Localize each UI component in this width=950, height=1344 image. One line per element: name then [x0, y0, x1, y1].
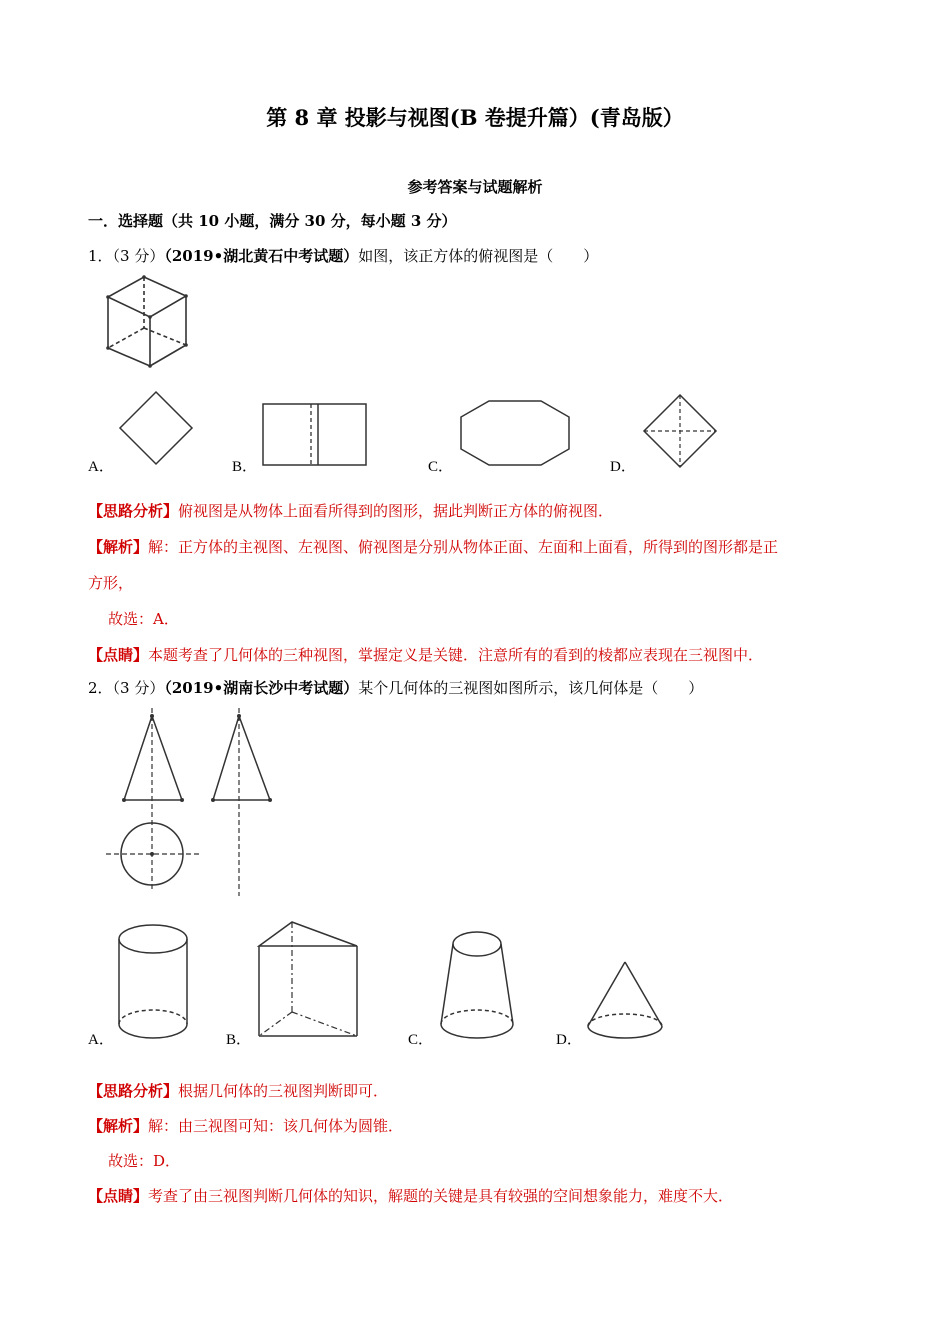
- q1-comment: [88, 644, 763, 665]
- q2-option-c: C．: [408, 1032, 434, 1048]
- q2-three-view-figure: [100, 706, 290, 896]
- q1-stem: 如图，该正方体的俯视图是（ ）: [358, 247, 599, 265]
- q1-comment-text: 本题考查了几何体的三种视图，掌握定义是关键．注意所有的看到的棱都应表现在三视图中．: [148, 646, 764, 664]
- q1-analysis-tag: 【思路分析】: [88, 502, 179, 520]
- q1-option-c-figure: [459, 399, 571, 467]
- q1-analysis-text: 俯视图是从物体上面看所得到的图形，据此判断正方体的俯视图．: [178, 502, 614, 520]
- q1-solution-text: 解：正方体的主视图、左视图、俯视图是分别从物体正面、左面和上面看，所得到的图形都是正: [148, 538, 779, 556]
- q2-analysis: [88, 1080, 388, 1101]
- q2-source: （2019•湖南长沙中考试题）: [164, 679, 359, 697]
- q1-analysis: [88, 500, 613, 521]
- q1-cube-figure: [106, 276, 190, 368]
- q1-solution: [88, 536, 778, 557]
- answer-subtitle: 参考答案与试题解析: [407, 178, 543, 196]
- q2-analysis-text: 根据几何体的三视图判断即可．: [178, 1082, 389, 1100]
- q1-option-b-figure: [262, 403, 368, 467]
- q1-number: 1．（3 分）: [88, 247, 165, 265]
- q2-stem: 某个几何体的三视图如图所示，该几何体是（ ）: [358, 679, 704, 697]
- q2-option-c-figure: [438, 928, 516, 1040]
- q2-solution-tag: 【解析】: [88, 1117, 149, 1135]
- q2-option-d: D．: [556, 1032, 582, 1048]
- q1-option-b: B．: [232, 459, 258, 475]
- q2-option-a: A．: [88, 1032, 114, 1048]
- q1-option-c: C．: [428, 459, 454, 475]
- q2-solution-text: 解：由三视图可知：该几何体为圆锥．: [148, 1117, 404, 1135]
- q1-answer: 故选：A．: [108, 610, 179, 628]
- q2-option-b-figure: [256, 918, 360, 1040]
- q1-solution-continued: 方形，: [88, 574, 134, 592]
- q2-option-d-figure: [586, 960, 664, 1040]
- q1-solution-tag: 【解析】: [88, 538, 149, 556]
- q1-option-d-figure: [642, 393, 718, 469]
- q2-answer: 故选：D．: [108, 1152, 181, 1170]
- q1-option-a: A．: [88, 459, 114, 475]
- question-1: [88, 245, 598, 266]
- q2-comment-tag: 【点睛】: [88, 1187, 149, 1205]
- q1-source: （2019•湖北黄石中考试题）: [164, 247, 359, 265]
- q2-comment: [88, 1185, 733, 1206]
- q2-solution: [88, 1115, 403, 1136]
- section-heading: 一．选择题（共 10 小题，满分 30 分，每小题 3 分）: [88, 212, 457, 230]
- q1-comment-tag: 【点睛】: [88, 646, 149, 664]
- q2-number: 2．（3 分）: [88, 679, 165, 697]
- q1-option-d: D．: [610, 459, 636, 475]
- q2-option-b: B．: [226, 1032, 252, 1048]
- q2-analysis-tag: 【思路分析】: [88, 1082, 179, 1100]
- q1-option-a-figure: [118, 390, 194, 466]
- page-title: 第 8 章 投影与视图(B 卷提升篇）(青岛版）: [266, 105, 684, 130]
- q2-option-a-figure: [116, 922, 190, 1042]
- question-2: [88, 677, 703, 698]
- q2-comment-text: 考查了由三视图判断几何体的知识，解题的关键是具有较强的空间想象能力，难度不大．: [148, 1187, 734, 1205]
